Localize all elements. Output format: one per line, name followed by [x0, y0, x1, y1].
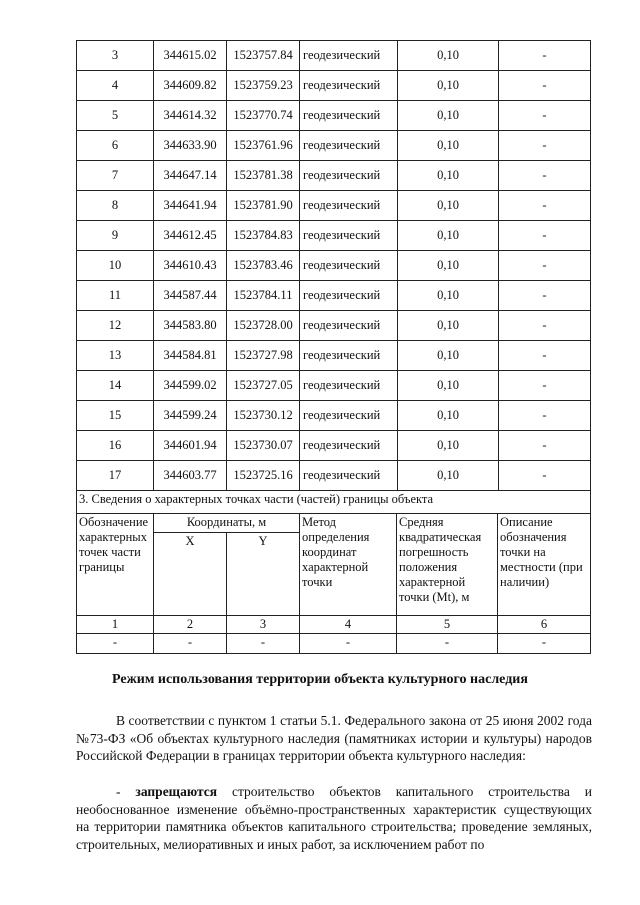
header-coordinates: Координаты, м	[154, 514, 300, 533]
error-value-cell: 0,10	[398, 221, 499, 251]
error-value-cell: 0,10	[398, 281, 499, 311]
coord-x-cell: 344601.94	[154, 431, 227, 461]
method-cell: геодезический	[300, 311, 398, 341]
description-cell: -	[499, 371, 591, 401]
point-number-cell: 6	[77, 131, 154, 161]
point-number-cell: 14	[77, 371, 154, 401]
table-row	[77, 191, 591, 221]
method-cell: геодезический	[300, 161, 398, 191]
error-value-cell: 0,10	[398, 161, 499, 191]
header-method: Метод определения координат характерной точки	[300, 514, 397, 616]
empty-cell: -	[154, 634, 227, 654]
coord-x-cell: 344641.94	[154, 191, 227, 221]
coord-x-cell: 344599.24	[154, 401, 227, 431]
section-3-title: 3. Сведения о характерных точках части (частей) границы объекта	[77, 491, 591, 514]
point-number-cell: 3	[77, 41, 154, 71]
column-number: 5	[397, 616, 498, 634]
table-row	[77, 311, 591, 341]
description-cell: -	[499, 461, 591, 491]
table-row	[77, 251, 591, 281]
point-number-cell: 15	[77, 401, 154, 431]
column-number: 2	[154, 616, 227, 634]
error-value-cell: 0,10	[398, 431, 499, 461]
column-number: 4	[300, 616, 397, 634]
coord-x-cell: 344609.82	[154, 71, 227, 101]
point-number-cell: 16	[77, 431, 154, 461]
table-row	[77, 431, 591, 461]
point-number-cell: 5	[77, 101, 154, 131]
table-row	[77, 131, 591, 161]
description-cell: -	[499, 71, 591, 101]
description-cell: -	[499, 431, 591, 461]
table-row	[77, 101, 591, 131]
point-number-cell: 9	[77, 221, 154, 251]
empty-cell: -	[397, 634, 498, 654]
point-number-cell: 8	[77, 191, 154, 221]
method-cell: геодезический	[300, 131, 398, 161]
point-number-cell: 10	[77, 251, 154, 281]
point-number-cell: 17	[77, 461, 154, 491]
table-row	[77, 401, 591, 431]
regime-heading: Режим использования территории объекта культурного наследия	[112, 672, 528, 687]
prohibited-keyword: запрещаются	[135, 784, 218, 799]
table-row	[77, 281, 591, 311]
error-value-cell: 0,10	[398, 461, 499, 491]
header-x: X	[154, 533, 227, 616]
coord-y-cell: 1523727.05	[227, 371, 300, 401]
error-value-cell: 0,10	[398, 191, 499, 221]
coord-y-cell: 1523725.16	[227, 461, 300, 491]
header-error: Средняя квадратическая погрешность положения характерной точки (Mt), м	[397, 514, 498, 616]
coord-y-cell: 1523784.11	[227, 281, 300, 311]
description-cell: -	[499, 41, 591, 71]
coord-x-cell: 344612.45	[154, 221, 227, 251]
description-cell: -	[499, 191, 591, 221]
table-row	[77, 161, 591, 191]
error-value-cell: 0,10	[398, 341, 499, 371]
coord-x-cell: 344603.77	[154, 461, 227, 491]
empty-data-row	[77, 634, 591, 654]
method-cell: геодезический	[300, 461, 398, 491]
description-cell: -	[499, 251, 591, 281]
description-cell: -	[499, 281, 591, 311]
coord-y-cell: 1523730.12	[227, 401, 300, 431]
method-cell: геодезический	[300, 281, 398, 311]
point-number-cell: 4	[77, 71, 154, 101]
table-row	[77, 41, 591, 71]
error-value-cell: 0,10	[398, 131, 499, 161]
coord-y-cell: 1523781.38	[227, 161, 300, 191]
coord-x-cell: 344599.02	[154, 371, 227, 401]
point-number-cell: 13	[77, 341, 154, 371]
point-number-cell: 11	[77, 281, 154, 311]
coord-x-cell: 344615.02	[154, 41, 227, 71]
coord-y-cell: 1523727.98	[227, 341, 300, 371]
method-cell: геодезический	[300, 401, 398, 431]
method-cell: геодезический	[300, 371, 398, 401]
table-row	[77, 71, 591, 101]
paragraph-intro: В соответствии с пунктом 1 статьи 5.1. Федерального закона от 25 июня 2002 года №73-ФЗ «Об объектах культурного наследия (памятниках истории и культуры) народов Российской Федерации в границах территории объекта культурного наследия:	[76, 713, 592, 763]
empty-cell: -	[498, 634, 591, 654]
paragraph-dash: -	[116, 784, 136, 799]
coord-y-cell: 1523761.96	[227, 131, 300, 161]
description-cell: -	[499, 131, 591, 161]
method-cell: геодезический	[300, 101, 398, 131]
method-cell: геодезический	[300, 251, 398, 281]
coord-x-cell: 344633.90	[154, 131, 227, 161]
coord-y-cell: 1523784.83	[227, 221, 300, 251]
method-cell: геодезический	[300, 41, 398, 71]
coord-y-cell: 1523757.84	[227, 41, 300, 71]
empty-cell: -	[77, 634, 154, 654]
description-cell: -	[499, 341, 591, 371]
coord-x-cell: 344647.14	[154, 161, 227, 191]
column-number: 1	[77, 616, 154, 634]
method-cell: геодезический	[300, 71, 398, 101]
coordinates-table	[76, 40, 591, 491]
table-row	[77, 221, 591, 251]
coord-x-cell: 344614.32	[154, 101, 227, 131]
coord-x-cell: 344583.80	[154, 311, 227, 341]
error-value-cell: 0,10	[398, 311, 499, 341]
error-value-cell: 0,10	[398, 371, 499, 401]
point-number-cell: 7	[77, 161, 154, 191]
header-designation: Обозначение характерных точек части границы	[77, 514, 154, 616]
table-row	[77, 461, 591, 491]
coord-x-cell: 344610.43	[154, 251, 227, 281]
method-cell: геодезический	[300, 431, 398, 461]
column-number-row	[77, 616, 591, 634]
error-value-cell: 0,10	[398, 41, 499, 71]
header-y: Y	[227, 533, 300, 616]
section-3-table	[76, 490, 591, 654]
description-cell: -	[499, 161, 591, 191]
header-description: Описание обозначения точки на местности (при наличии)	[498, 514, 591, 616]
coord-y-cell: 1523759.23	[227, 71, 300, 101]
coord-x-cell: 344587.44	[154, 281, 227, 311]
column-number: 3	[227, 616, 300, 634]
method-cell: геодезический	[300, 191, 398, 221]
coord-x-cell: 344584.81	[154, 341, 227, 371]
table-row	[77, 341, 591, 371]
point-number-cell: 12	[77, 311, 154, 341]
table-row	[77, 371, 591, 401]
column-number: 6	[498, 616, 591, 634]
error-value-cell: 0,10	[398, 101, 499, 131]
description-cell: -	[499, 311, 591, 341]
method-cell: геодезический	[300, 221, 398, 251]
error-value-cell: 0,10	[398, 251, 499, 281]
description-cell: -	[499, 401, 591, 431]
error-value-cell: 0,10	[398, 71, 499, 101]
paragraph-prohibitions-text: строительство объектов капитального строительства и необоснованное изменение объёмно-пространственных характеристик существующих на территории памятника объектов капитального строительства; проведение земляных, строительных, мелиоративных и иных работ, за исключением работ по	[76, 784, 592, 852]
coord-y-cell: 1523783.46	[227, 251, 300, 281]
description-cell: -	[499, 101, 591, 131]
coord-y-cell: 1523730.07	[227, 431, 300, 461]
paragraph-prohibitions	[76, 783, 592, 853]
error-value-cell: 0,10	[398, 401, 499, 431]
empty-cell: -	[300, 634, 397, 654]
description-cell: -	[499, 221, 591, 251]
coord-y-cell: 1523770.74	[227, 101, 300, 131]
coord-y-cell: 1523728.00	[227, 311, 300, 341]
coord-y-cell: 1523781.90	[227, 191, 300, 221]
method-cell: геодезический	[300, 341, 398, 371]
empty-cell: -	[227, 634, 300, 654]
